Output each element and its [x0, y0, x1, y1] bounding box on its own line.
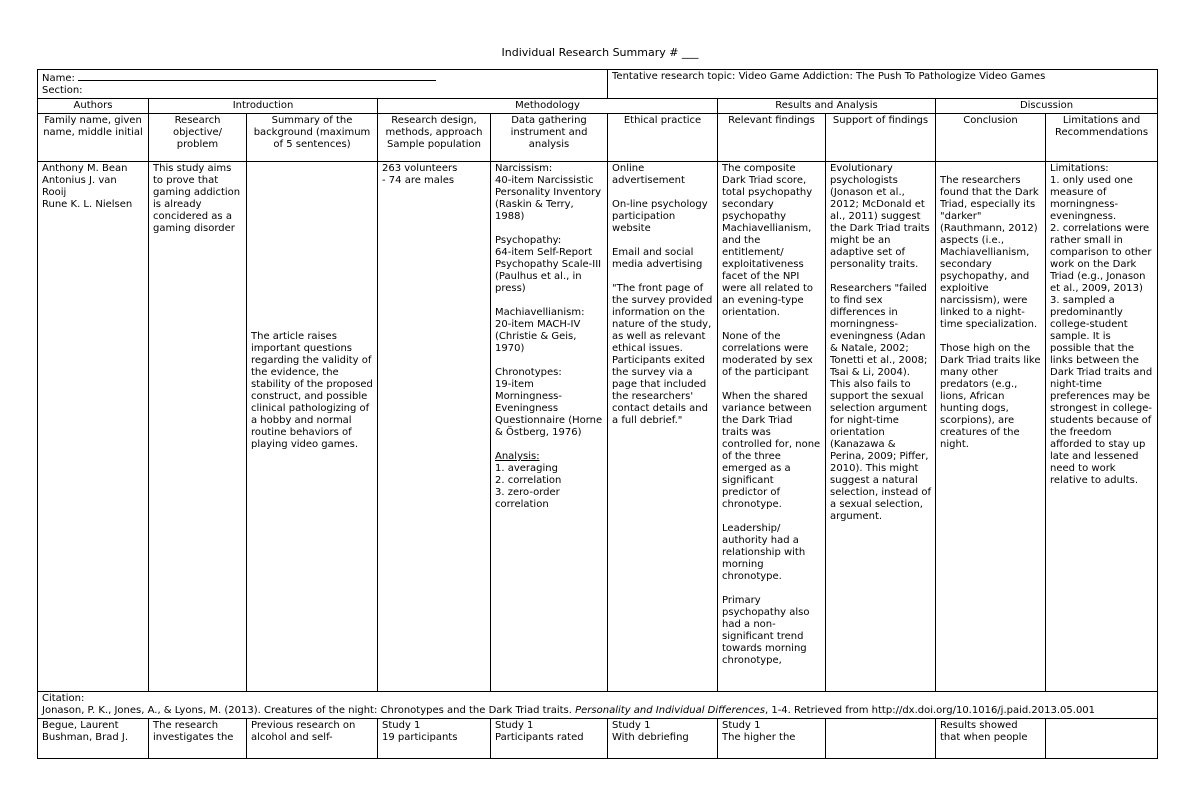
- ethics-email: Email and social media advertising: [612, 247, 703, 270]
- entry2-instrument: Study 1 Participants rated: [491, 719, 608, 759]
- entry2-authors: Begue, Laurent Bushman, Brad J.: [38, 719, 149, 759]
- research-summary-sheet: [37, 69, 1157, 743]
- col-header-design: Research design, methods, approach Sample population: [378, 114, 491, 162]
- instrument-machiavellianism: Machiavellianism: 20-item MACH-IV (Christie & Geis, 1970): [495, 307, 585, 354]
- entry2-findings: Study 1 The higher the: [718, 719, 826, 759]
- design-sample: 263 volunteers: [382, 163, 458, 174]
- objective-cell: [149, 162, 247, 692]
- authors-cell: [38, 162, 149, 692]
- instrument-psychopathy: Psychopathy: 64-item Self-Report Psychopathy Scale-III (Paulhus et al., in press): [495, 235, 602, 294]
- col-header-findings: Relevant findings: [718, 114, 826, 162]
- citation-row: [38, 692, 1158, 719]
- finding-5: Primary psychopathy also had a non-significant trend towards morning chronotype,: [722, 595, 810, 666]
- design-males: - 74 are males: [382, 175, 455, 186]
- design-cell: [378, 162, 491, 692]
- finding-3: When the shared variance between the Dark Triad traits was controlled for, none of the three emerged as a significant predictor of chronotype.: [722, 391, 821, 510]
- objective-text: This study aims to prove that gaming addiction is already concidered as a gaming disorder: [153, 163, 241, 234]
- name-label: Name:: [42, 73, 75, 84]
- group-results: Results and Analysis: [718, 99, 936, 114]
- entry2-support: [826, 719, 936, 759]
- page-title: Individual Research Summary # ___: [501, 46, 699, 59]
- finding-1: The composite Dark Triad score, total psychopathy secondary psychopathy Machiavellianism, and the entitlement/ exploitativeness facet of the NPI were all related to an evening-type orientation.: [722, 163, 814, 318]
- research-topic-cell: [608, 70, 1158, 99]
- author-2: Antonius J. van Rooij: [42, 175, 117, 198]
- findings-cell: [718, 162, 826, 692]
- col-header-limitations: Limitations and Recommendations: [1046, 114, 1158, 162]
- citation-cell: [38, 692, 1158, 719]
- ethics-quote: "The front page of the survey provided information on the nature of the study, as well as relevant ethical issues. Participants exited the survey via a page that included the researchers' contact details and a full debrief.": [612, 283, 713, 426]
- group-header-row: [38, 99, 1158, 114]
- research-topic: Tentative research topic: Video Game Addiction: The Push To Pathologize Video Games: [612, 71, 1046, 82]
- limitations-text: Limitations: 1. only used one measure of morningness-eveningness. 2. correlations were rather small in comparison to other work on the Dark Triad (e.g., Jonason et al., 2009, 2013) 3. sampled a predominantly college-student sample. It is possible that the links between the Dark Triad traits and night-time preferences may be strongest in college-students because of the freedom afforded to stay up late and lessened need to work relative to adults.: [1050, 163, 1153, 486]
- analysis-items: 1. averaging 2. correlation 3. zero-order correlation: [495, 463, 562, 510]
- col-header-instrument: Data gathering instrument and analysis: [491, 114, 608, 162]
- citation-journal: Personality and Individual Differences: [575, 705, 765, 716]
- col-header-objective: Research objective/ problem: [149, 114, 247, 162]
- summary-table: [37, 69, 1158, 759]
- summary-cell: [247, 162, 378, 692]
- col-header-authors: Family name, given name, middle initial: [38, 114, 149, 162]
- finding-2: None of the correlations were moderated by sex of the participant: [722, 331, 813, 378]
- col-header-ethics: Ethical practice: [608, 114, 718, 162]
- finding-4: Leadership/ authority had a relationship with morning chronotype.: [722, 523, 806, 582]
- conclusion-1: The researchers found that the Dark Triad, especially its "darker" (Rauthmann, 2012) aspects (i.e., Machiavellianism, secondary psychopathy, and exploitive narcissism), were linked to a night-time specialization.: [940, 175, 1039, 330]
- entry2-ethics: Study 1 With debriefing: [608, 719, 718, 759]
- entry2-summary: Previous research on alcohol and self-: [247, 719, 378, 759]
- entry2-objective: The research investigates the: [149, 719, 247, 759]
- col-header-support: Support of findings: [826, 114, 936, 162]
- support-cell: [826, 162, 936, 692]
- group-discussion: Discussion: [936, 99, 1158, 114]
- header-row: [38, 70, 1158, 99]
- citation-label: Citation:: [42, 693, 85, 704]
- author-3: Rune K. L. Nielsen: [42, 199, 133, 210]
- name-section-cell: [38, 70, 608, 99]
- author-1: Anthony M. Bean: [42, 163, 128, 174]
- conclusion-2: Those high on the Dark Triad traits like many other predators (e.g., lions, African hunting dogs, scorpions), are creatures of the night.: [940, 343, 1041, 450]
- section-label: Section:: [42, 85, 83, 96]
- limitations-cell: [1046, 162, 1158, 692]
- group-authors: Authors: [38, 99, 149, 114]
- support-2: Researchers "failed to find sex differences in morningness-eveningness (Adan & Natale, 2002; Tonetti et al., 2008; Tsai & Li, 2004). This also fails to support the sexual selection argument for night-time orientation (Kanazawa & Perina, 2009; Piffer, 2010). This might suggest a natural selection, instead of a sexual selection, argument.: [830, 283, 932, 522]
- ethics-website: On-line psychology participation website: [612, 199, 708, 234]
- support-1: Evolutionary psychologists (Jonason et al., 2012; McDonald et al., 2011) suggest the Dark Triad traits might be an adaptive set of personality traits.: [830, 163, 930, 270]
- entry2-limitations: [1046, 719, 1158, 759]
- group-introduction: Introduction: [149, 99, 378, 114]
- instrument-narcissism: Narcissism: 40-item Narcissistic Personality Inventory (Raskin & Terry, 1988): [495, 163, 602, 222]
- entry2-design: Study 1 19 participants: [378, 719, 491, 759]
- citation-text: [42, 705, 1153, 717]
- entry-row-2: [38, 719, 1158, 759]
- summary-text: The article raises important questions regarding the validity of the evidence, the stability of the proposed construct, and possible clinical pathologizing of a hobby and normal routine behaviors of playing video games.: [251, 331, 373, 450]
- citation-part-retrieval: , 1-4. Retrieved from http://dx.doi.org/10.1016/j.paid.2013.05.001: [764, 705, 1096, 716]
- ethics-online-ad: Online advertisement: [612, 163, 685, 186]
- name-blank-line: [78, 71, 436, 81]
- col-header-summary: Summary of the background (maximum of 5 sentences): [247, 114, 378, 162]
- instrument-chronotypes: Chronotypes: 19-item Morningness-Eveningness Questionnaire (Horne & Östberg, 1976): [495, 367, 603, 438]
- column-header-row: [38, 114, 1158, 162]
- citation-part-authors: Jonason, P. K., Jones, A., & Lyons, M. (2013). Creatures of the night: Chronotypes and the Dark Triad traits.: [42, 705, 576, 716]
- ethics-cell: [608, 162, 718, 692]
- entry-row-1: [38, 162, 1158, 692]
- analysis-label: Analysis:: [495, 451, 540, 462]
- group-methodology: Methodology: [378, 99, 718, 114]
- conclusion-cell: [936, 162, 1046, 692]
- col-header-conclusion: Conclusion: [936, 114, 1046, 162]
- instrument-cell: [491, 162, 608, 692]
- entry2-conclusion: Results showed that when people: [936, 719, 1046, 759]
